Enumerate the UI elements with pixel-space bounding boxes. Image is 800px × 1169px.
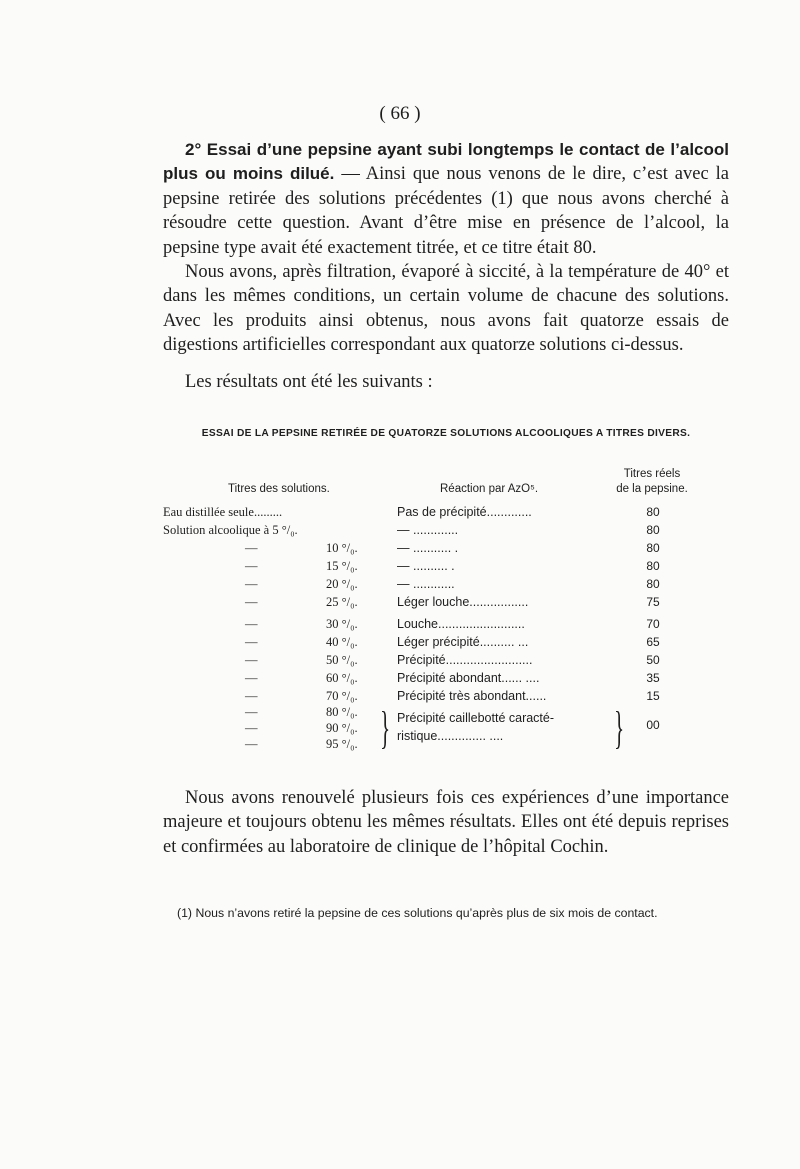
grouped-reaction: Précipité caillebotté caracté- ristique.............. .... bbox=[397, 711, 555, 743]
table-row: — 60 °/₀. Précipité abondant...... .... 35 bbox=[245, 671, 660, 685]
table-row: — 25 °/₀. Léger louche................. 75 bbox=[245, 595, 660, 609]
table-row: — 15 °/₀. — .......... . 80 bbox=[245, 559, 660, 573]
table-row: — 40 °/₀. Léger précipité.......... ... 65 bbox=[245, 635, 660, 649]
table-row: — 10 °/₀. — ........... . 80 bbox=[245, 541, 660, 555]
table-row: Solution alcoolique à 5 °/₀. — ............. 80 bbox=[163, 523, 660, 537]
footnote: (1) Nous n’avons retiré la pepsine de ces solutions qu’après plus de six mois de contact. bbox=[177, 906, 658, 920]
page-number: ( 66 ) bbox=[379, 103, 421, 124]
table-row: — 95 °/₀. bbox=[245, 737, 358, 751]
paragraph-text: — Ainsi que nous venons de le dire, c’est avec la pepsine retirée des solutions précédentes (1) que nous avons cherché à résoudre cette question. Avant d’être mise en présence de l’alcool, la pepsine type avait été exactement titrée, et ce titre était 80. bbox=[163, 164, 730, 258]
table-row: — 70 °/₀. Précipité très abondant...... 15 bbox=[245, 689, 660, 703]
paragraph-conclusion: Nous avons renouvelé plusieurs fois ces expériences d’une importance majeure et toujours obtenu les mêmes résultats. Elles ont été depuis reprises et confirmées au laboratoire de clinique de l’hôpital Cochin. bbox=[163, 788, 729, 857]
header-reaction: Réaction par AzO⁵. bbox=[440, 483, 539, 495]
table-row: — 50 °/₀. Précipité......................... 50 bbox=[245, 653, 660, 667]
table-row: Eau distillée seule......... Pas de précipité............. 80 bbox=[163, 505, 660, 519]
table-caption: ESSAI DE LA PEPSINE RETIRÉE DE QUATORZE SOLUTIONS ALCOOLIQUES A TITRES DIVERS. bbox=[201, 428, 691, 439]
table-row: — 90 °/₀. bbox=[245, 721, 358, 735]
header-titres-solutions: Titres des solutions. bbox=[228, 483, 330, 495]
right-brace-icon: } bbox=[380, 702, 391, 753]
paragraph-resultats: Les résultats ont été les suivants : bbox=[185, 372, 433, 392]
section-heading: 2° Essai d’une pepsine ayant subi longtemps le contact de l’alcool plus ou moins dilué. bbox=[163, 140, 729, 184]
header-titres-reels: Titres réels de la pepsine. bbox=[616, 468, 688, 495]
table-row: — 80 °/₀. bbox=[245, 705, 358, 719]
table-row: — 30 °/₀. Louche......................... 70 bbox=[245, 617, 660, 631]
grouped-value: 00 bbox=[646, 718, 660, 732]
right-brace-icon: } bbox=[614, 702, 625, 753]
table-row: — 20 °/₀. — ............ 80 bbox=[245, 577, 660, 591]
paragraph-filtration: Nous avons, après filtration, évaporé à siccité, à la température de 40° et dans les mêmes conditions, un certain volume de chacune des solutions. Avec les produits ainsi obtenus, nous avons fait quatorze essais de digestions artificielles correspondant aux quatorze solutions ci-dessus. bbox=[163, 262, 729, 356]
paragraph-essai-pepsine bbox=[163, 138, 729, 260]
